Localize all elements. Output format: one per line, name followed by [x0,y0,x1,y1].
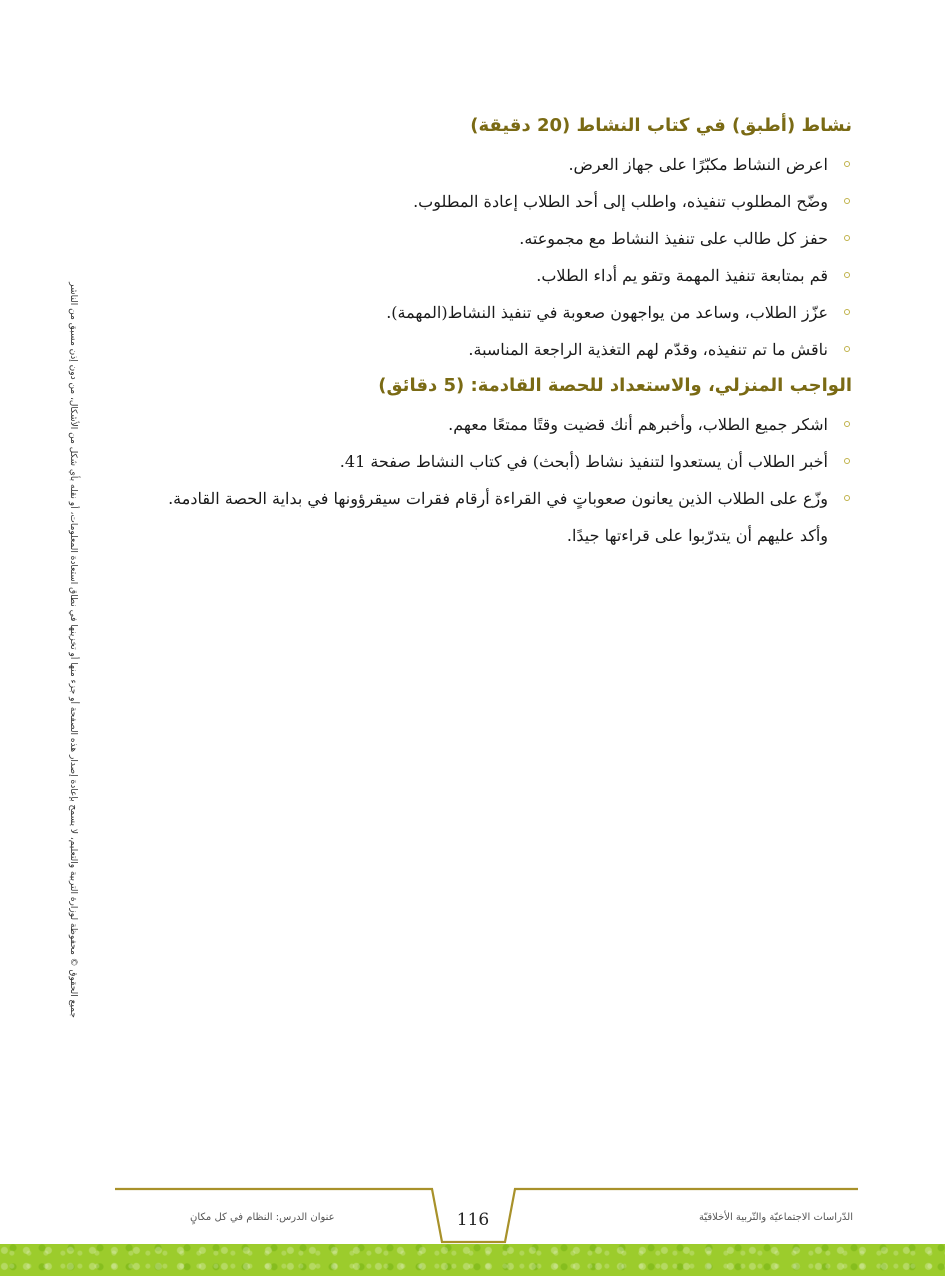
bullet-icon [844,235,850,241]
page-number: 116 [456,1210,490,1230]
decorative-green-band [0,1244,945,1276]
list-item: عزّز الطلاب، وساعد من يواجهون صعوبة في تنفيذ النشاط(المهمة). [100,294,852,331]
bullet-icon [844,272,850,278]
list-item: اعرض النشاط مكبّرًا على جهاز العرض. [100,146,852,183]
bullet-icon [844,458,850,464]
list-item: وضّح المطلوب تنفيذه، واطلب إلى أحد الطلاب إعادة المطلوب. [100,183,852,220]
list-item: قم بمتابعة تنفيذ المهمة وتقو يم أداء الطلاب. [100,257,852,294]
homework-steps-list [100,406,852,554]
section-heading-activity: نشاط (أطبق) في كتاب النشاط (20 دقيقة) [470,115,852,136]
list-item: اشكر جميع الطلاب، وأخبرهم أنك قضيت وقتًا ممتعًا معهم. [100,406,852,443]
activity-steps-list [100,146,852,368]
bullet-icon [844,346,850,352]
bullet-icon [844,161,850,167]
copyright-notice: جميع الحقوق © محفوظة لوزارة التربية والتعليم، لا يسمح بإعادة إصدار هذه الصفحة أو جزء منها أو تخزينها في نطاق استعادة المعلومات، أو نقله بأي شكل من الأشكال، من دون إذن مسبق من الناشر [68,282,78,1018]
footer-subject: الدّراسات الاجتماعيّة والتّربية الأخلاقيّة [698,1212,853,1223]
bullet-icon [844,421,850,427]
bullet-icon [844,309,850,315]
footer-lesson-title: عنوان الدرس: النظام في كل مكانٍ [190,1212,335,1223]
list-item: وزّع على الطلاب الذين يعانون صعوباتٍ في القراءة أرقام فقرات سيقرؤونها في بداية الحصة القادمة. وأكد عليهم أن يتدرّبوا على قراءتها جيدًا. [100,480,852,554]
bullet-icon [844,495,850,501]
section-heading-homework: الواجب المنزلي، والاستعداد للحصة القادمة: (5 دقائق) [378,375,852,396]
bullet-icon [844,198,850,204]
list-item: ناقش ما تم تنفيذه، وقدّم لهم التغذية الراجعة المناسبة. [100,331,852,368]
list-item-continuation: وأكد عليهم أن يتدرّبوا على قراءتها جيدًا. [566,526,828,545]
lesson-content [100,112,852,554]
list-item: أخبر الطلاب أن يستعدوا لتنفيذ نشاط (أبحث) في كتاب النشاط صفحة 41. [100,443,852,480]
list-item: حفز كل طالب على تنفيذ النشاط مع مجموعته. [100,220,852,257]
